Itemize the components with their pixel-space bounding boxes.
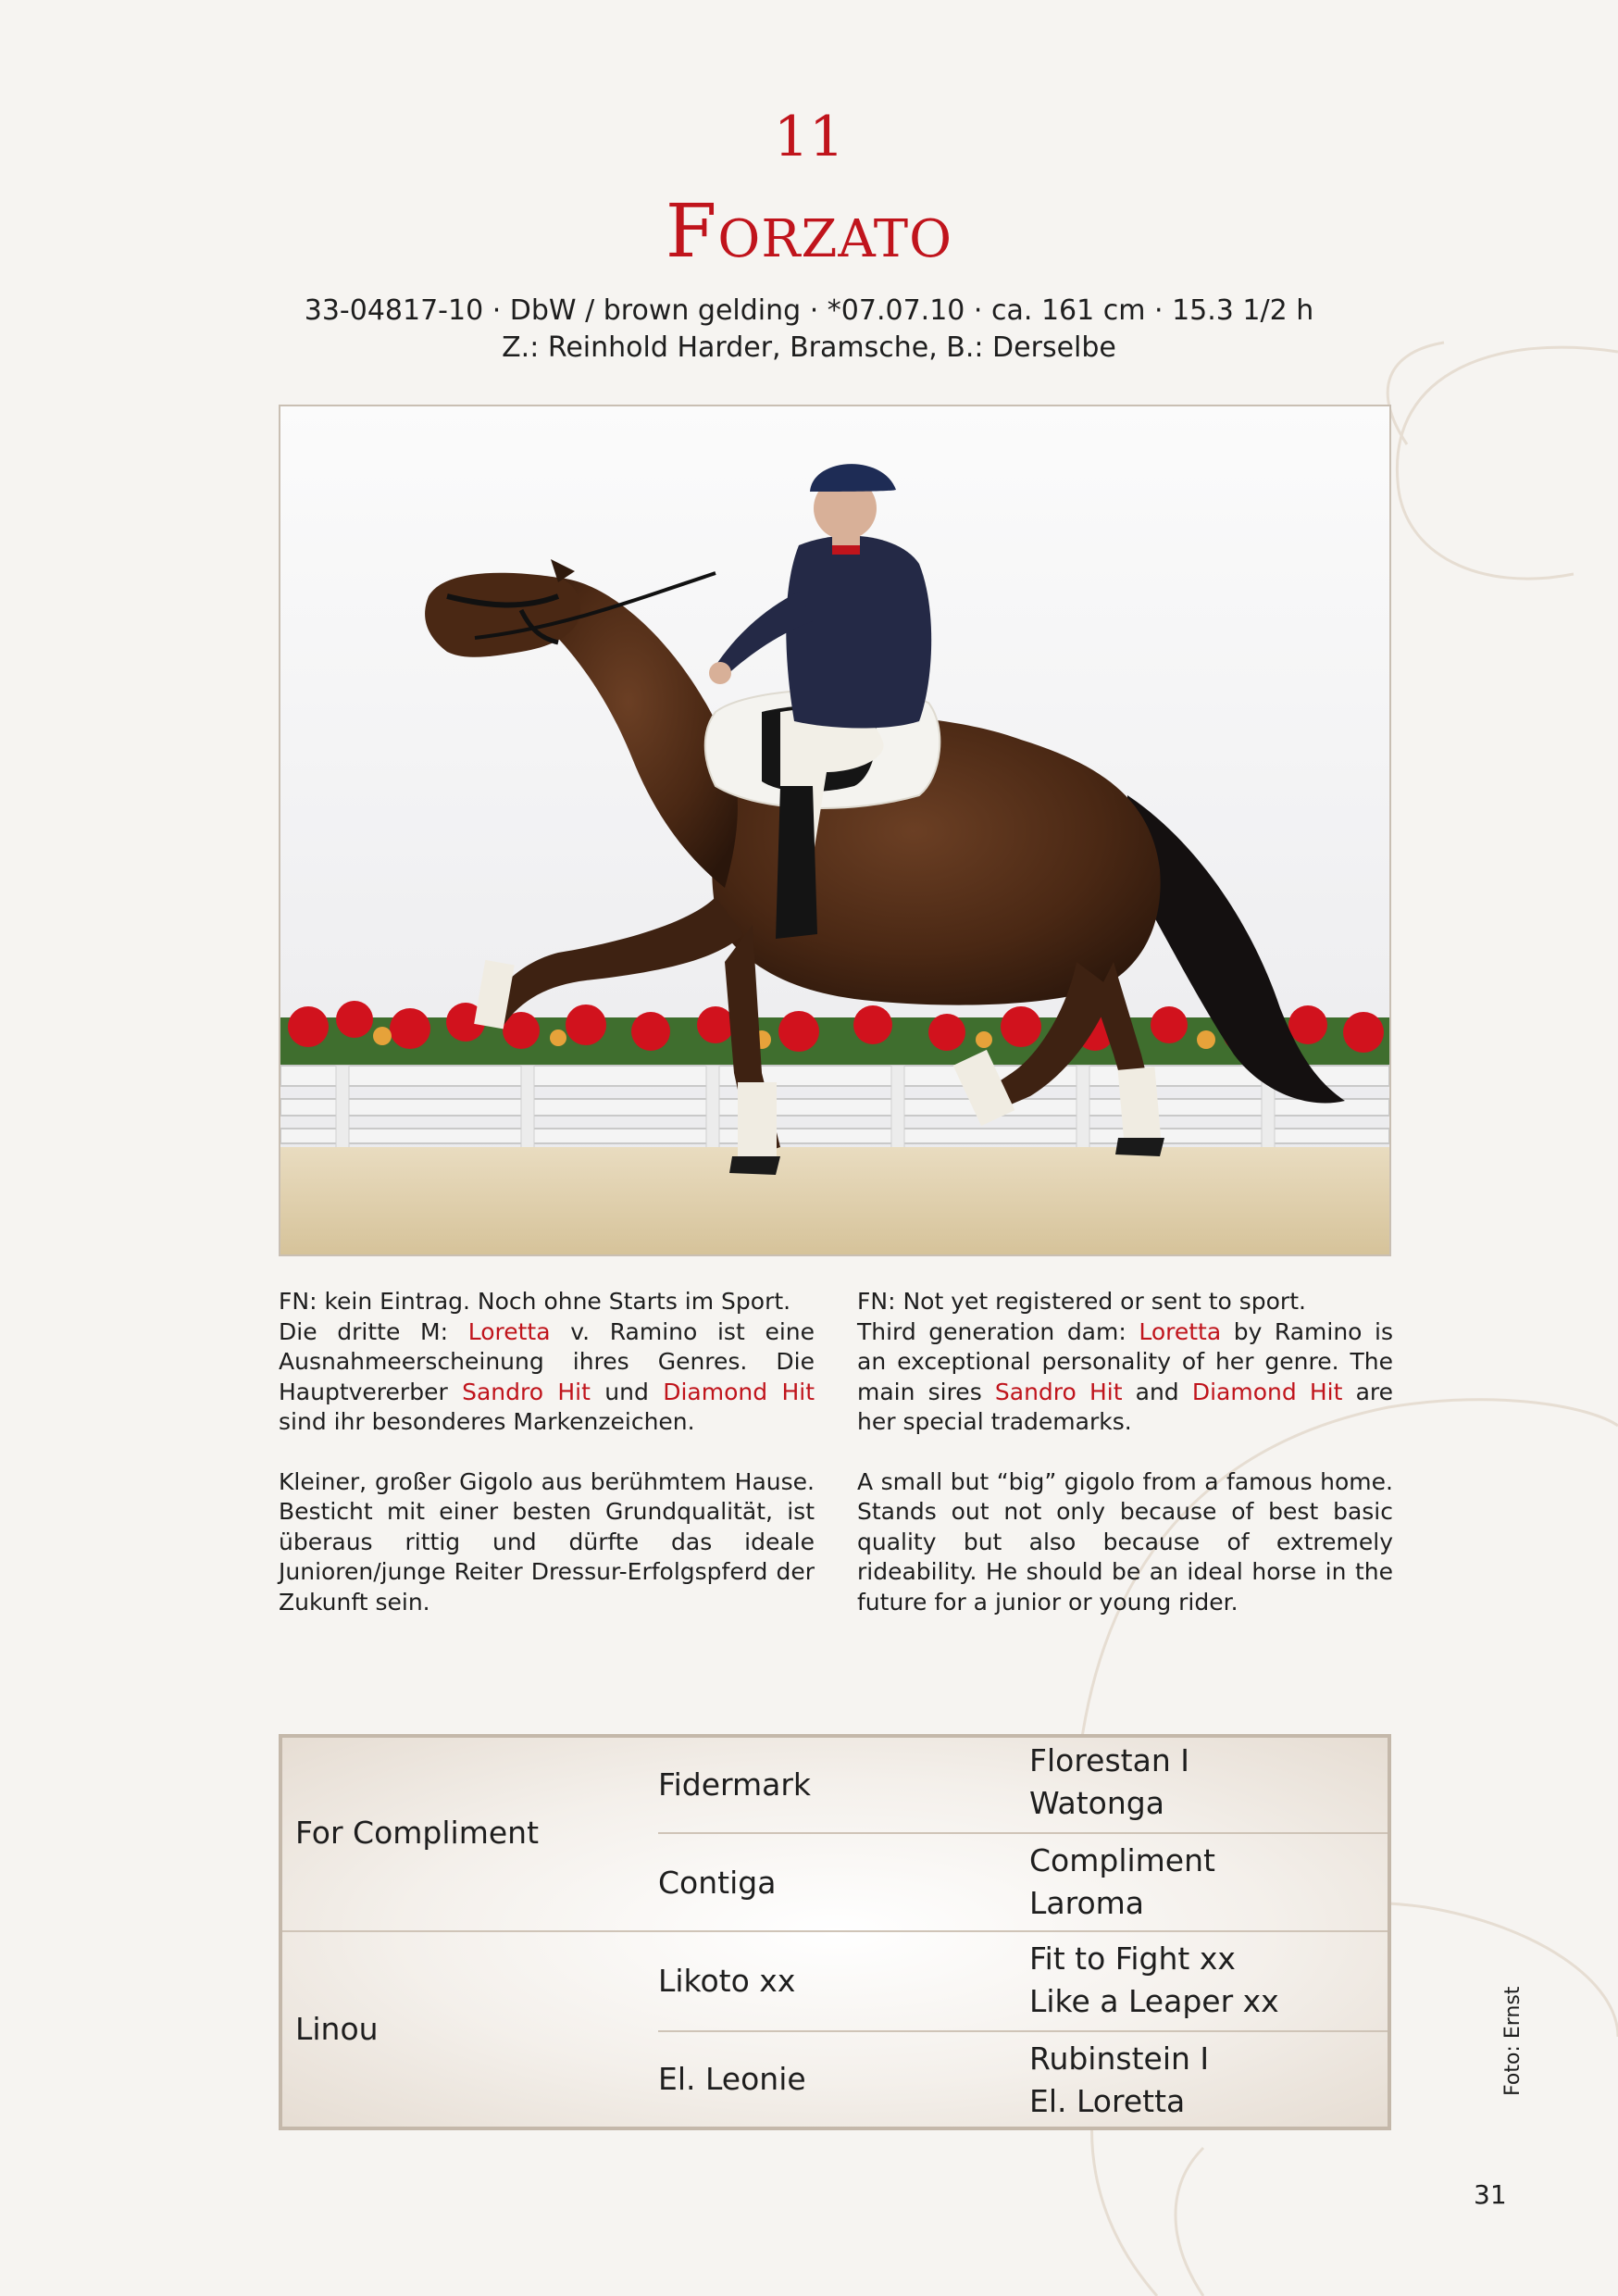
pedigree-ggp: El. Loretta <box>1029 2083 1186 2119</box>
pedigree-dam: Linou <box>295 2011 379 2047</box>
english-fn-status: FN: Not yet registered or sent to sport. <box>857 1288 1306 1315</box>
german-text-segment: v. Ramino ist eine Ausnahmeerscheinung ihres Genres. Die Hauptvererber <box>279 1317 815 1405</box>
sire-name-link: Sandro Hit <box>994 1378 1123 1405</box>
pedigree-sire-sire: Fidermark <box>658 1766 812 1803</box>
pedigree-sire-dam: Contiga <box>658 1865 777 1901</box>
german-text-segment: und <box>590 1378 664 1405</box>
page-number: 31 <box>1474 2179 1507 2210</box>
pedigree-ggp: Watonga <box>1029 1785 1164 1821</box>
english-paragraph-2: A small but “big” gigolo from a famous home. Stands out not only because of best basic quality but also because of extremely rideability. He should be an ideal horse in the future for a junior or young rider. <box>857 1467 1393 1616</box>
pedigree-ggp: Fit to Fight xx <box>1029 1940 1236 1977</box>
horse-rider-illustration <box>280 406 1389 1254</box>
lot-number: 11 <box>773 105 845 169</box>
english-paragraph-1 <box>857 1287 1393 1438</box>
horse-name-title: Forzato <box>665 188 953 274</box>
german-text-segment: Die dritte M: <box>279 1317 468 1345</box>
pedigree-dam-dam: El. Leonie <box>658 2061 806 2097</box>
german-paragraph-1 <box>279 1287 815 1438</box>
pedigree-ggp: Rubinstein I <box>1029 2040 1210 2077</box>
pedigree-ggp: Laroma <box>1029 1885 1145 1921</box>
pedigree-divider <box>282 1930 1388 1932</box>
pedigree-table <box>279 1734 1391 2130</box>
english-text-segment: are her special trademarks. <box>857 1378 1393 1435</box>
horse-details-line: 33-04817-10 · DbW / brown gelding · *07.07.10 · ca. 161 cm · 15.3 1/2 h <box>304 294 1314 327</box>
dam-name-link: Loretta <box>467 1317 551 1345</box>
pedigree-ggp: Like a Leaper xx <box>1029 1983 1279 2019</box>
german-text-segment: sind ihr besonderes Markenzeichen. <box>279 1408 695 1435</box>
english-description <box>857 1287 1393 1647</box>
pedigree-sire: For Compliment <box>295 1815 540 1851</box>
pedigree-divider <box>658 1832 1388 1834</box>
english-text-segment: by Ramino is an exceptional personality of her genre. The main sires <box>857 1317 1393 1405</box>
english-text-segment: Third generation dam: <box>857 1317 1139 1345</box>
horse-photo <box>279 405 1391 1256</box>
pedigree-dam-sire: Likoto xx <box>658 1963 796 1999</box>
pedigree-divider <box>658 2030 1388 2032</box>
pedigree-ggp: Compliment <box>1029 1842 1215 1878</box>
photo-credit: Foto: Ernst <box>1501 1986 1525 2096</box>
arena-fence <box>280 1066 1389 1143</box>
pedigree-ggp: Florestan I <box>1029 1742 1189 1778</box>
german-fn-status: FN: kein Eintrag. Noch ohne Starts im Sport. <box>279 1288 791 1315</box>
german-description <box>279 1287 815 1647</box>
sire-name-link: Diamond Hit <box>1191 1378 1343 1405</box>
sire-name-link: Sandro Hit <box>462 1378 591 1405</box>
dam-name-link: Loretta <box>1139 1317 1222 1345</box>
sire-name-link: Diamond Hit <box>663 1378 815 1405</box>
english-text-segment: and <box>1122 1378 1192 1405</box>
german-paragraph-2: Kleiner, großer Gigolo aus berühmtem Hause. Besticht mit einer besten Grundqualität, ist überaus rittig und dürfte das ideale Junioren/junge Reiter Dressur-Erfolgspferd der Zukunft sein. <box>279 1467 815 1616</box>
breeder-owner-line: Z.: Reinhold Harder, Bramsche, B.: Derselbe <box>502 331 1116 364</box>
